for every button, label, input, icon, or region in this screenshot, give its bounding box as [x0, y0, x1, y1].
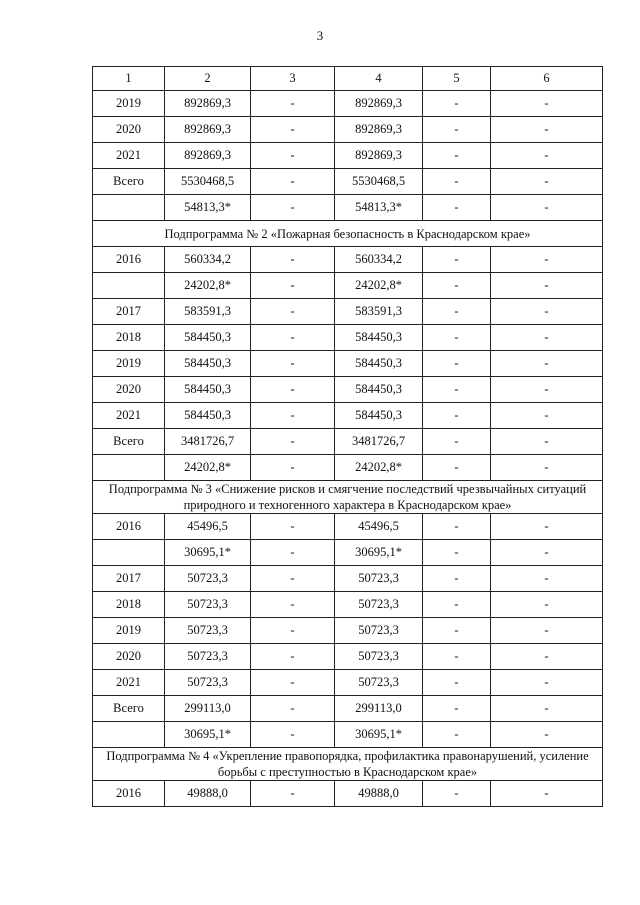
- cell-local: -: [423, 169, 491, 195]
- table-row: [93, 618, 603, 644]
- page-number: 3: [316, 28, 324, 43]
- cell-year: 2018: [93, 592, 165, 618]
- cell-other: -: [491, 781, 603, 807]
- cell-regional: 50723,3: [335, 670, 423, 696]
- cell-total: 50723,3: [165, 566, 251, 592]
- column-header-6: 6: [491, 67, 603, 91]
- table-row: [93, 592, 603, 618]
- cell-other: -: [491, 514, 603, 540]
- cell-total: 584450,3: [165, 325, 251, 351]
- cell-regional: 299113,0: [335, 696, 423, 722]
- cell-year: 2019: [93, 618, 165, 644]
- cell-regional: 45496,5: [335, 514, 423, 540]
- table-row: [93, 781, 603, 807]
- column-header-3: 3: [251, 67, 335, 91]
- cell-federal: -: [251, 455, 335, 481]
- cell-federal: -: [251, 325, 335, 351]
- table-row: [93, 514, 603, 540]
- column-header-4: 4: [335, 67, 423, 91]
- subprogram-title-row: [93, 748, 603, 781]
- cell-local: -: [423, 91, 491, 117]
- cell-total: 54813,3*: [165, 195, 251, 221]
- cell-total: 583591,3: [165, 299, 251, 325]
- cell-local: -: [423, 117, 491, 143]
- cell-total: 50723,3: [165, 592, 251, 618]
- cell-other: -: [491, 91, 603, 117]
- table-row: [93, 247, 603, 273]
- cell-other: -: [491, 195, 603, 221]
- cell-year: 2016: [93, 247, 165, 273]
- column-header-1: 1: [93, 67, 165, 91]
- table-row: [93, 195, 603, 221]
- cell-federal: -: [251, 403, 335, 429]
- cell-total: 584450,3: [165, 377, 251, 403]
- cell-total: 892869,3: [165, 117, 251, 143]
- cell-other: -: [491, 429, 603, 455]
- cell-year: [93, 455, 165, 481]
- cell-year: 2019: [93, 91, 165, 117]
- cell-federal: -: [251, 117, 335, 143]
- cell-other: -: [491, 377, 603, 403]
- cell-year: 2016: [93, 781, 165, 807]
- cell-other: -: [491, 247, 603, 273]
- cell-local: -: [423, 781, 491, 807]
- table-row: [93, 403, 603, 429]
- cell-federal: -: [251, 592, 335, 618]
- cell-regional: 50723,3: [335, 592, 423, 618]
- table-row: [93, 722, 603, 748]
- cell-other: -: [491, 143, 603, 169]
- cell-regional: 30695,1*: [335, 722, 423, 748]
- cell-federal: -: [251, 566, 335, 592]
- cell-year: [93, 540, 165, 566]
- cell-federal: -: [251, 377, 335, 403]
- cell-year: 2017: [93, 566, 165, 592]
- cell-other: -: [491, 169, 603, 195]
- subprogram-title: Подпрограмма № 4 «Укрепление правопорядка, профилактика правонарушений, усиление борьбы с преступностью в Краснодарском крае»: [93, 748, 603, 781]
- cell-other: -: [491, 696, 603, 722]
- cell-federal: -: [251, 618, 335, 644]
- cell-regional: 49888,0: [335, 781, 423, 807]
- cell-local: -: [423, 143, 491, 169]
- cell-regional: 24202,8*: [335, 455, 423, 481]
- cell-total: 49888,0: [165, 781, 251, 807]
- table-row: [93, 273, 603, 299]
- cell-year: 2020: [93, 644, 165, 670]
- cell-other: -: [491, 325, 603, 351]
- cell-regional: 892869,3: [335, 117, 423, 143]
- cell-total: 584450,3: [165, 351, 251, 377]
- subprogram-title-row: [93, 221, 603, 247]
- table-row: [93, 540, 603, 566]
- budget-table: [92, 66, 603, 807]
- cell-local: -: [423, 540, 491, 566]
- cell-year: 2019: [93, 351, 165, 377]
- cell-total: 3481726,7: [165, 429, 251, 455]
- cell-federal: -: [251, 722, 335, 748]
- cell-other: -: [491, 299, 603, 325]
- cell-other: -: [491, 351, 603, 377]
- cell-year: Всего: [93, 696, 165, 722]
- cell-total: 50723,3: [165, 644, 251, 670]
- cell-regional: 583591,3: [335, 299, 423, 325]
- cell-local: -: [423, 696, 491, 722]
- cell-year: [93, 722, 165, 748]
- cell-regional: 584450,3: [335, 403, 423, 429]
- cell-year: 2017: [93, 299, 165, 325]
- cell-total: 45496,5: [165, 514, 251, 540]
- cell-local: -: [423, 299, 491, 325]
- cell-federal: -: [251, 781, 335, 807]
- cell-local: -: [423, 514, 491, 540]
- cell-other: -: [491, 566, 603, 592]
- cell-total: 560334,2: [165, 247, 251, 273]
- cell-total: 299113,0: [165, 696, 251, 722]
- cell-other: -: [491, 722, 603, 748]
- table-row: [93, 566, 603, 592]
- cell-total: 5530468,5: [165, 169, 251, 195]
- cell-federal: -: [251, 644, 335, 670]
- subprogram-title: Подпрограмма № 2 «Пожарная безопасность в Краснодарском крае»: [93, 221, 603, 247]
- cell-other: -: [491, 618, 603, 644]
- cell-year: [93, 195, 165, 221]
- cell-regional: 3481726,7: [335, 429, 423, 455]
- cell-local: -: [423, 592, 491, 618]
- subprogram-title: Подпрограмма № 3 «Снижение рисков и смягчение последствий чрезвычайных ситуаций природного и техногенного характера в Краснодарском крае»: [93, 481, 603, 514]
- cell-local: -: [423, 247, 491, 273]
- cell-local: -: [423, 325, 491, 351]
- cell-total: 24202,8*: [165, 455, 251, 481]
- cell-federal: -: [251, 91, 335, 117]
- cell-local: -: [423, 566, 491, 592]
- cell-total: 50723,3: [165, 618, 251, 644]
- cell-other: -: [491, 403, 603, 429]
- cell-local: -: [423, 273, 491, 299]
- cell-federal: -: [251, 514, 335, 540]
- cell-total: 584450,3: [165, 403, 251, 429]
- cell-year: Всего: [93, 169, 165, 195]
- table-row: [93, 325, 603, 351]
- table-row: [93, 143, 603, 169]
- cell-year: 2016: [93, 514, 165, 540]
- cell-federal: -: [251, 670, 335, 696]
- cell-regional: 584450,3: [335, 377, 423, 403]
- cell-regional: 584450,3: [335, 325, 423, 351]
- cell-local: -: [423, 644, 491, 670]
- table-row: [93, 299, 603, 325]
- cell-total: 892869,3: [165, 143, 251, 169]
- table-row: [93, 377, 603, 403]
- cell-local: -: [423, 195, 491, 221]
- cell-regional: 30695,1*: [335, 540, 423, 566]
- cell-other: -: [491, 644, 603, 670]
- table-row: [93, 91, 603, 117]
- cell-year: 2021: [93, 670, 165, 696]
- cell-regional: 54813,3*: [335, 195, 423, 221]
- cell-local: -: [423, 429, 491, 455]
- cell-local: -: [423, 618, 491, 644]
- table-row: [93, 169, 603, 195]
- cell-year: 2020: [93, 377, 165, 403]
- cell-other: -: [491, 273, 603, 299]
- table-row: [93, 670, 603, 696]
- cell-other: -: [491, 670, 603, 696]
- cell-federal: -: [251, 540, 335, 566]
- cell-regional: 24202,8*: [335, 273, 423, 299]
- cell-local: -: [423, 722, 491, 748]
- cell-regional: 50723,3: [335, 644, 423, 670]
- table-row: [93, 696, 603, 722]
- table-row: [93, 351, 603, 377]
- cell-regional: 892869,3: [335, 91, 423, 117]
- cell-federal: -: [251, 351, 335, 377]
- cell-regional: 560334,2: [335, 247, 423, 273]
- cell-year: 2020: [93, 117, 165, 143]
- table-row: [93, 644, 603, 670]
- table-row: [93, 117, 603, 143]
- table-row: [93, 429, 603, 455]
- cell-total: 24202,8*: [165, 273, 251, 299]
- cell-year: 2018: [93, 325, 165, 351]
- cell-year: Всего: [93, 429, 165, 455]
- cell-year: 2021: [93, 403, 165, 429]
- cell-total: 50723,3: [165, 670, 251, 696]
- cell-other: -: [491, 592, 603, 618]
- cell-year: [93, 273, 165, 299]
- subprogram-title-row: [93, 481, 603, 514]
- cell-local: -: [423, 377, 491, 403]
- column-header-2: 2: [165, 67, 251, 91]
- cell-regional: 5530468,5: [335, 169, 423, 195]
- cell-total: 892869,3: [165, 91, 251, 117]
- cell-regional: 50723,3: [335, 566, 423, 592]
- cell-regional: 892869,3: [335, 143, 423, 169]
- cell-federal: -: [251, 169, 335, 195]
- cell-federal: -: [251, 195, 335, 221]
- cell-federal: -: [251, 143, 335, 169]
- cell-local: -: [423, 403, 491, 429]
- cell-local: -: [423, 351, 491, 377]
- cell-regional: 584450,3: [335, 351, 423, 377]
- cell-federal: -: [251, 429, 335, 455]
- cell-local: -: [423, 670, 491, 696]
- cell-federal: -: [251, 273, 335, 299]
- cell-federal: -: [251, 247, 335, 273]
- cell-other: -: [491, 455, 603, 481]
- cell-local: -: [423, 455, 491, 481]
- cell-federal: -: [251, 696, 335, 722]
- cell-other: -: [491, 540, 603, 566]
- cell-other: -: [491, 117, 603, 143]
- cell-federal: -: [251, 299, 335, 325]
- cell-year: 2021: [93, 143, 165, 169]
- table-row: [93, 455, 603, 481]
- table-header-row: [93, 67, 603, 91]
- cell-regional: 50723,3: [335, 618, 423, 644]
- cell-total: 30695,1*: [165, 540, 251, 566]
- column-header-5: 5: [423, 67, 491, 91]
- cell-total: 30695,1*: [165, 722, 251, 748]
